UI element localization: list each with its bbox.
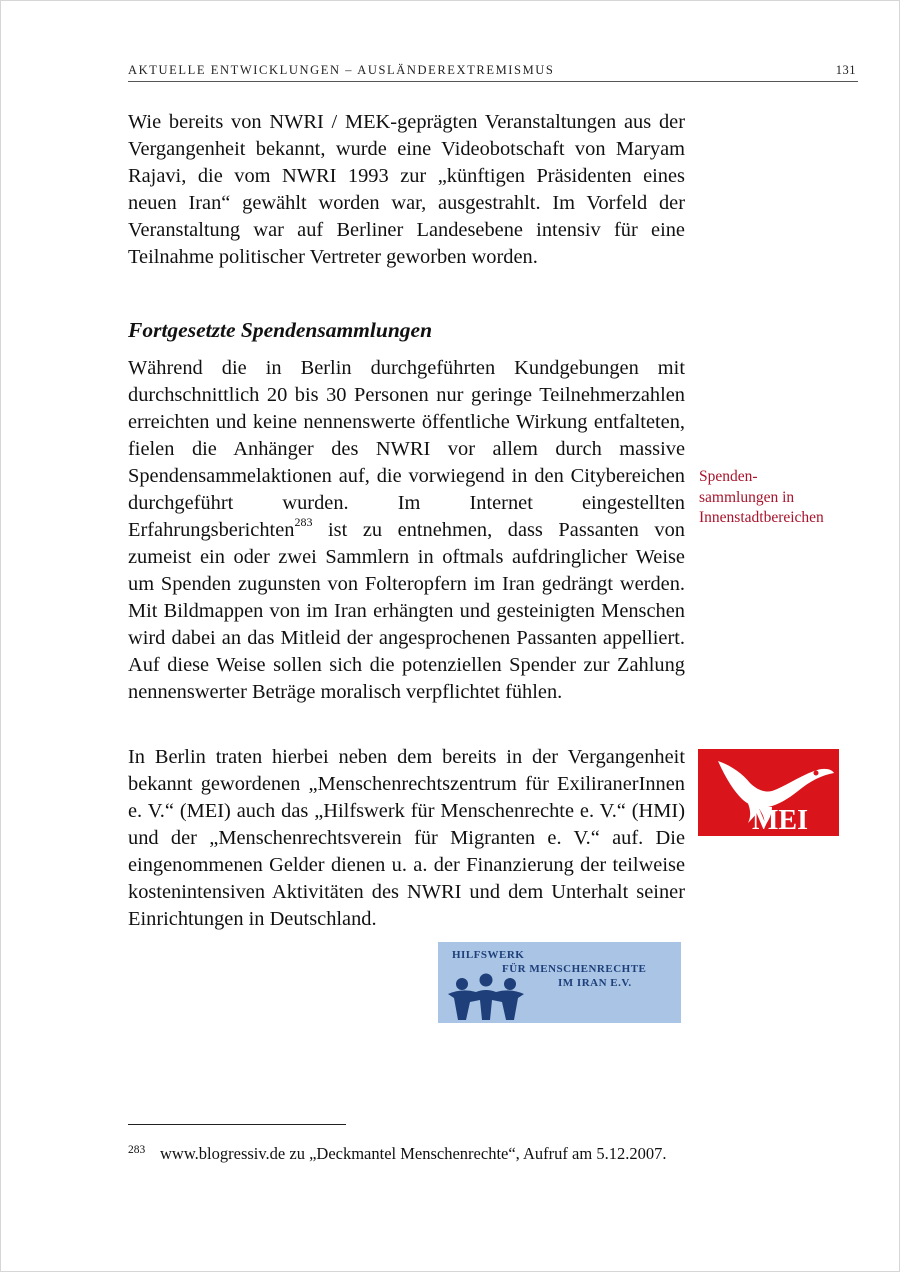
hmi-logo-line-2: FÜR MENSCHENRECHTE (502, 963, 647, 975)
footnote-reference[interactable]: 283 (294, 515, 313, 530)
margin-note-line-1: Spenden- (699, 468, 758, 485)
hmi-logo-line-3: IM IRAN E.V. (558, 977, 632, 989)
margin-note (699, 467, 869, 529)
hmi-logo (438, 942, 681, 1023)
mei-logo (698, 749, 839, 836)
footnote-number: 283 (128, 1144, 146, 1156)
paragraph-3: In Berlin traten hierbei neben dem bereits in der Vergangenheit bekannt gewordenen „Menschenrechtszentrum für ExiliranerInnen e. V.“ (MEI) auch das „Hilfswerk für Menschenrechte e. V.“ (HMI) und der „Menschenrechtsverein für Migranten e. V.“ auf. Die eingenommenen Gelder dienen u. a. der Finanzierung der teilweise kostenintensiven Aktivitäten des NWRI und dem Unterhalt seiner Einrichtungen in Deutschland. (128, 746, 685, 930)
paragraph-2 (128, 355, 685, 706)
paragraph-1: Wie bereits von NWRI / MEK-geprägten Veranstaltungen aus der Vergangenheit bekannt, wurde eine Videobotschaft von Maryam Rajavi, die vom NWRI 1993 zur „künftigen Präsidenten eines neuen Iran“ gewählt worden war, ausgestrahlt. Im Vorfeld der Veranstaltung war auf Berliner Landesebene intensiv für eine Teilnahme politischer Vertreter geworben worden. (128, 111, 685, 268)
margin-note-line-2: sammlungen in (699, 488, 795, 506)
running-title: AKTUELLE ENTWICKLUNGEN – AUSLÄNDEREXTREMISMUS (128, 63, 555, 77)
running-header (128, 63, 858, 82)
mei-logo-text: MEI (752, 805, 808, 836)
section-heading: Fortgesetzte Spendensammlungen (128, 318, 433, 342)
page-number: 131 (835, 63, 856, 77)
footnote-rule (128, 1124, 346, 1125)
footnote-text: www.blogressiv.de zu „Deckmantel Menschenrechte“, Aufruf am 5.12.2007. (160, 1144, 667, 1163)
paragraph-2-part-1: Während die in Berlin durchgeführten Kundgebungen mit durchschnittlich 20 bis 30 Personen nur geringe Teilnehmerzahlen erreichten und keine nennenswerte öffentliche Wirkung entfalteten, fielen die Anhänger des NWRI vor allem durch massive Spendensammelaktionen auf, die vorwiegend in den Citybereichen durchgeführt wurden. Im Internet eingestellten Erfahrungsberichten (128, 357, 685, 541)
hmi-logo-line-1: HILFSWERK (452, 949, 525, 961)
paragraph-2-part-2: ist zu entnehmen, dass Passanten von zumeist ein oder zwei Sammlern in oftmals aufdringlicher Weise um Spenden zugunsten von Folteropfern im Iran gedrängt werden. Mit Bildmappen von im Iran erhängten und gesteinigten Menschen wird dabei an das Mitleid der angesprochenen Passanten appelliert. Auf diese Weise sollen sich die potenziellen Spender zur Zahlung nennenswerter Beträge moralisch verpflichtet fühlen. (128, 519, 685, 703)
margin-note-line-3: Innenstadtbereichen (699, 509, 824, 526)
footnote (128, 1143, 685, 1164)
people-icon (448, 974, 524, 1021)
